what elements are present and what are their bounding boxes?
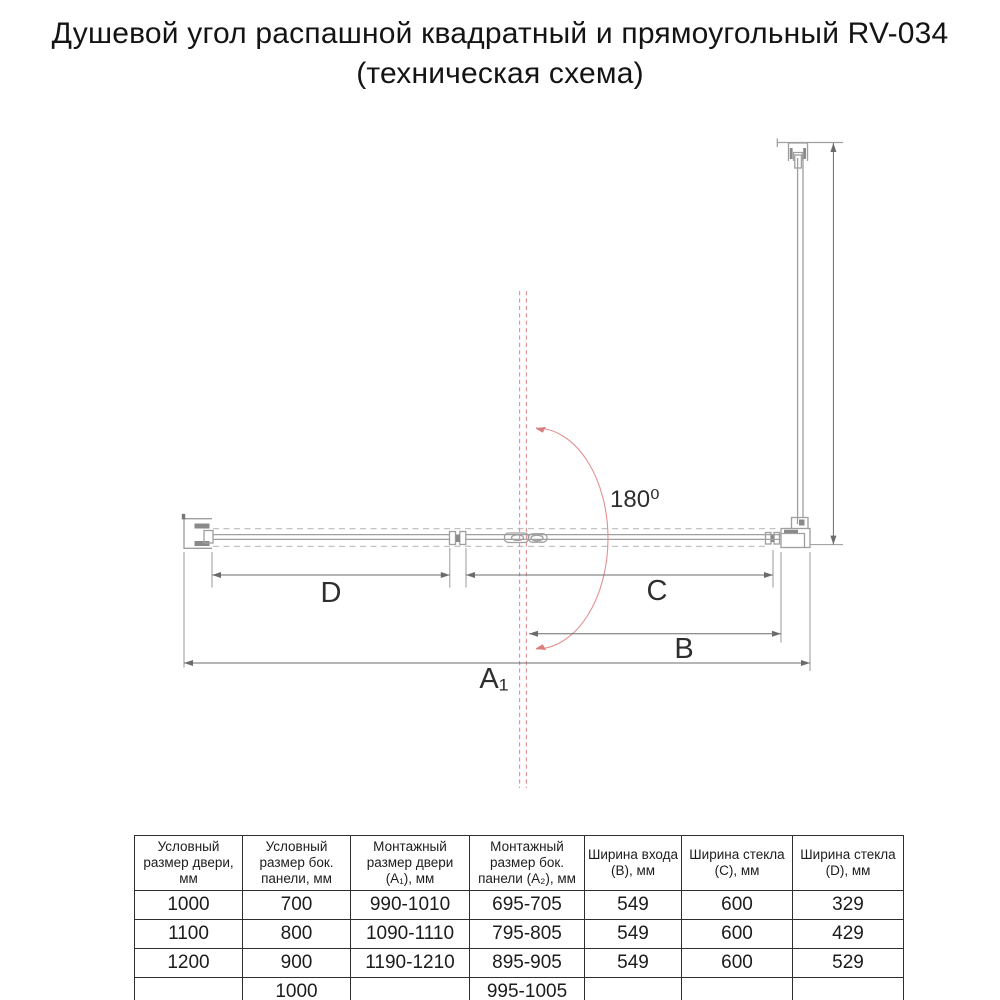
spec-cell: 1000	[243, 977, 351, 1000]
table-row	[135, 890, 904, 919]
label-B: B	[674, 633, 694, 665]
col-header-door-size: Условный размер двери, мм	[135, 836, 243, 891]
spec-cell	[585, 977, 682, 1000]
spec-cell	[682, 977, 793, 1000]
spec-cell: 549	[585, 890, 682, 919]
table-row	[135, 948, 904, 977]
table-row	[135, 977, 904, 1000]
spec-cell: 549	[585, 948, 682, 977]
col-header-panel-mount-size: Монтажный размер бок. панели (А₂), мм	[470, 836, 585, 891]
col-header-entry-width: Ширина входа (B), мм	[585, 836, 682, 891]
spec-cell: 800	[243, 919, 351, 948]
col-header-glass-width-c: Ширина стекла (C), мм	[682, 836, 793, 891]
col-header-panel-size: Условный размер бок. панели, мм	[243, 836, 351, 891]
side-glass-vertical	[798, 158, 803, 517]
left-wall-profile	[182, 514, 213, 549]
side-panel-glass-horizontal	[213, 535, 450, 540]
spec-cell	[135, 977, 243, 1000]
spec-cell	[351, 977, 470, 1000]
col-header-door-mount-size: Монтажный размер двери (А₁), мм	[351, 836, 470, 891]
spec-cell: 900	[243, 948, 351, 977]
label-D: D	[320, 577, 342, 609]
spec-cell: 1100	[135, 919, 243, 948]
table-row	[135, 919, 904, 948]
header-row	[135, 836, 904, 891]
install-range-dashed-lines	[213, 529, 780, 547]
label-C: C	[646, 575, 668, 607]
title-line-2: (техническая схема)	[356, 56, 644, 90]
dimension-C	[466, 572, 773, 578]
vertical-glass-foot	[792, 518, 809, 529]
angle-label: 180⁰	[610, 486, 660, 513]
spec-cell: 329	[793, 890, 904, 919]
spec-cell: 795-805	[470, 919, 585, 948]
spec-cell: 600	[682, 948, 793, 977]
spec-cell: 990-1010	[351, 890, 470, 919]
spec-cell: 1190-1210	[351, 948, 470, 977]
spec-cell: 895-905	[470, 948, 585, 977]
label-A1: A₁	[479, 663, 509, 695]
spec-cell: 700	[243, 890, 351, 919]
spec-cell: 529	[793, 948, 904, 977]
spec-cell: 429	[793, 919, 904, 948]
dimension-lines	[184, 143, 836, 666]
spec-cell: 995-1005	[470, 977, 585, 1000]
corner-profile	[781, 529, 810, 548]
spec-cell: 549	[585, 919, 682, 948]
spec-cell: 1090-1110	[351, 919, 470, 948]
title-line-1: Душевой угол распашной квадратный и прямоугольный RV-034	[51, 17, 949, 50]
dimension-B	[529, 631, 781, 637]
spec-cell: 1200	[135, 948, 243, 977]
spec-cell	[793, 977, 904, 1000]
profiles-and-glass	[182, 139, 843, 549]
dimension-vertical-side	[830, 143, 836, 545]
spec-cell: 1000	[135, 890, 243, 919]
col-header-glass-width-d: Ширина стекла (D), мм	[793, 836, 904, 891]
spec-cell: 600	[682, 919, 793, 948]
extension-lines	[184, 545, 843, 671]
door-hinge-middle	[450, 532, 466, 545]
spec-cell: 695-705	[470, 890, 585, 919]
spec-cell: 600	[682, 890, 793, 919]
spec-table	[134, 835, 904, 1000]
